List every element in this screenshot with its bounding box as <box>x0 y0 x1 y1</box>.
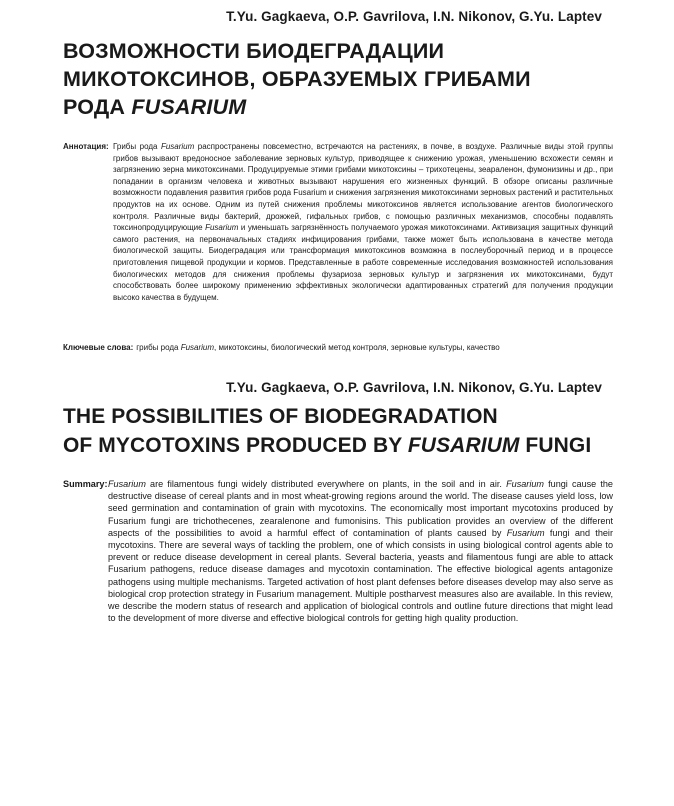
authors-ru: T.Yu. Gagkaeva, O.P. Gavrilova, I.N. Nikonov, G.Yu. Laptev <box>226 9 602 24</box>
summary-en-label: Summary: <box>63 479 108 489</box>
abstract-ru-part-2: распространены повсеместно, встречаются на растениях, в почве, в воздухе. Различные виды этой группы грибов вызывают вредоносное заболевание зерновых культур, приводящее к снижению урожая, уменьшению всхожести семян и загрязнению зерна микотоксинами. Продуцируемые этими грибами микотоксины – трихотецены, зеараленон, фумонизины и др., при попадании в организм человека и животных вызывают нарушения его жизненных функций. В обзоре описаны различные возможности подавления развития грибов рода Fusarium и снижения загрязнения микотоксинами зерновых растений и растительных продуктов на их основе. Одним из путей снижения проблемы микотоксинов является использование агентов биологического контроля. Различные виды бактерий, дрожжей, гифальных грибов, с помощью различных механизмов, способны подавлять токсинопродуцирующие <box>113 142 613 233</box>
abstract-ru-part-1: Грибы рода <box>113 142 161 151</box>
keywords-ru-label: Ключевые слова: <box>63 343 134 352</box>
keywords-ru-part-1: грибы рода <box>136 343 181 352</box>
keywords-ru <box>63 342 613 354</box>
title-en-line-2 <box>63 431 623 460</box>
summary-en-part-1: are filamentous fungi widely distributed everywhere on plants, in the soil and in air. <box>145 479 507 489</box>
abstract-ru-label: Аннотация: <box>63 142 109 151</box>
title-ru <box>63 37 623 121</box>
abstract-ru-part-3: и уменьшать загрязнённость получаемого урожая микотоксинами. Активизация защитных функций самого растения, на первоначальных стадиях инфицирования грибами, также может быть использована в качестве метода биологической защиты. Биодеградация или трансформация микотоксинов возможна в послеуборочный период и в процессе приготовления пищевой продукции и кормов. Представленные в работе современные исследования возможностей использования биологических методов для снижения проблемы фузариоза зерновых культур и загрязнения их микотоксинами, будут способствовать более широкому применению эффективных экологически адаптированных стратегий для получения продукции высоко качества в будущем. <box>113 223 613 302</box>
title-ru-genus: FUSARIUM <box>131 95 247 119</box>
abstract-ru-text <box>113 141 613 303</box>
keywords-ru-text <box>136 342 613 354</box>
title-en <box>63 402 623 460</box>
title-ru-line-3-prefix: РОДА <box>63 95 132 119</box>
title-ru-line-2: МИКОТОКСИНОВ, ОБРАЗУЕМЫХ ГРИБАМИ <box>63 67 531 91</box>
title-en-line-2-suffix: FUNGI <box>519 434 592 457</box>
keywords-ru-genus: Fusarium <box>180 343 215 352</box>
abstract-ru <box>63 141 613 303</box>
keywords-ru-part-2: , микотоксины, биологический метод контроля, зерновые культуры, качество <box>214 343 500 352</box>
summary-en-genus-2: Fusarium <box>506 479 544 489</box>
summary-en-genus-3: Fusarium <box>506 527 545 538</box>
authors-en: T.Yu. Gagkaeva, O.P. Gavrilova, I.N. Nikonov, G.Yu. Laptev <box>226 380 602 395</box>
title-en-genus: FUSARIUM <box>407 434 520 457</box>
abstract-ru-genus-1: Fusarium <box>160 142 195 151</box>
title-en-line-2-prefix: OF MYCOTOXINS PRODUCED BY <box>63 434 408 457</box>
summary-en-genus-1: Fusarium <box>108 479 146 489</box>
summary-en-part-3: fungi and their mycotoxins. There are several ways of tackling the problem, one of which consists in using biological control agents able to prevent or reduce disease development in cereal plants. Several bacteria, yeasts and filamentous fungi are able to attack Fusarium pathogens, reduce disease damages and mycotoxin contamination. The effective biological agents antagonize pathogens using multiple mechanisms. Targeted activation of host plant defenses before diseases develop may also serve as biological crop protection strategy in Fusarium management. Multiple postharvest measures also are available. In this review, we describe the modern status of research and application of biological controls and outline future directions that might lead to the development of more diverse and effective biological controls for getting high quality production. <box>108 527 613 624</box>
title-ru-line-3 <box>63 93 623 121</box>
summary-en-text <box>108 478 613 624</box>
summary-en-part-2: fungi cause the destructive disease of cereal plants and in most wheat-growing regions around the world. The disease causes yield loss, low seed germination and contamination of grain with mycotoxins. The economically most important mycotoxins produced by Fusarium fungi are trichothecenes, zearalenone and fumonisins. This publication provides an overview of the different aspects of the possibilities to avoid a harmful effect of contamination of plants caused by <box>108 479 613 538</box>
summary-en <box>63 478 613 624</box>
abstract-ru-genus-2: Fusarium <box>205 223 239 233</box>
title-ru-line-1: ВОЗМОЖНОСТИ БИОДЕГРАДАЦИИ <box>63 39 445 63</box>
title-en-line-1: THE POSSIBILITIES OF BIODEGRADATION <box>63 405 498 428</box>
